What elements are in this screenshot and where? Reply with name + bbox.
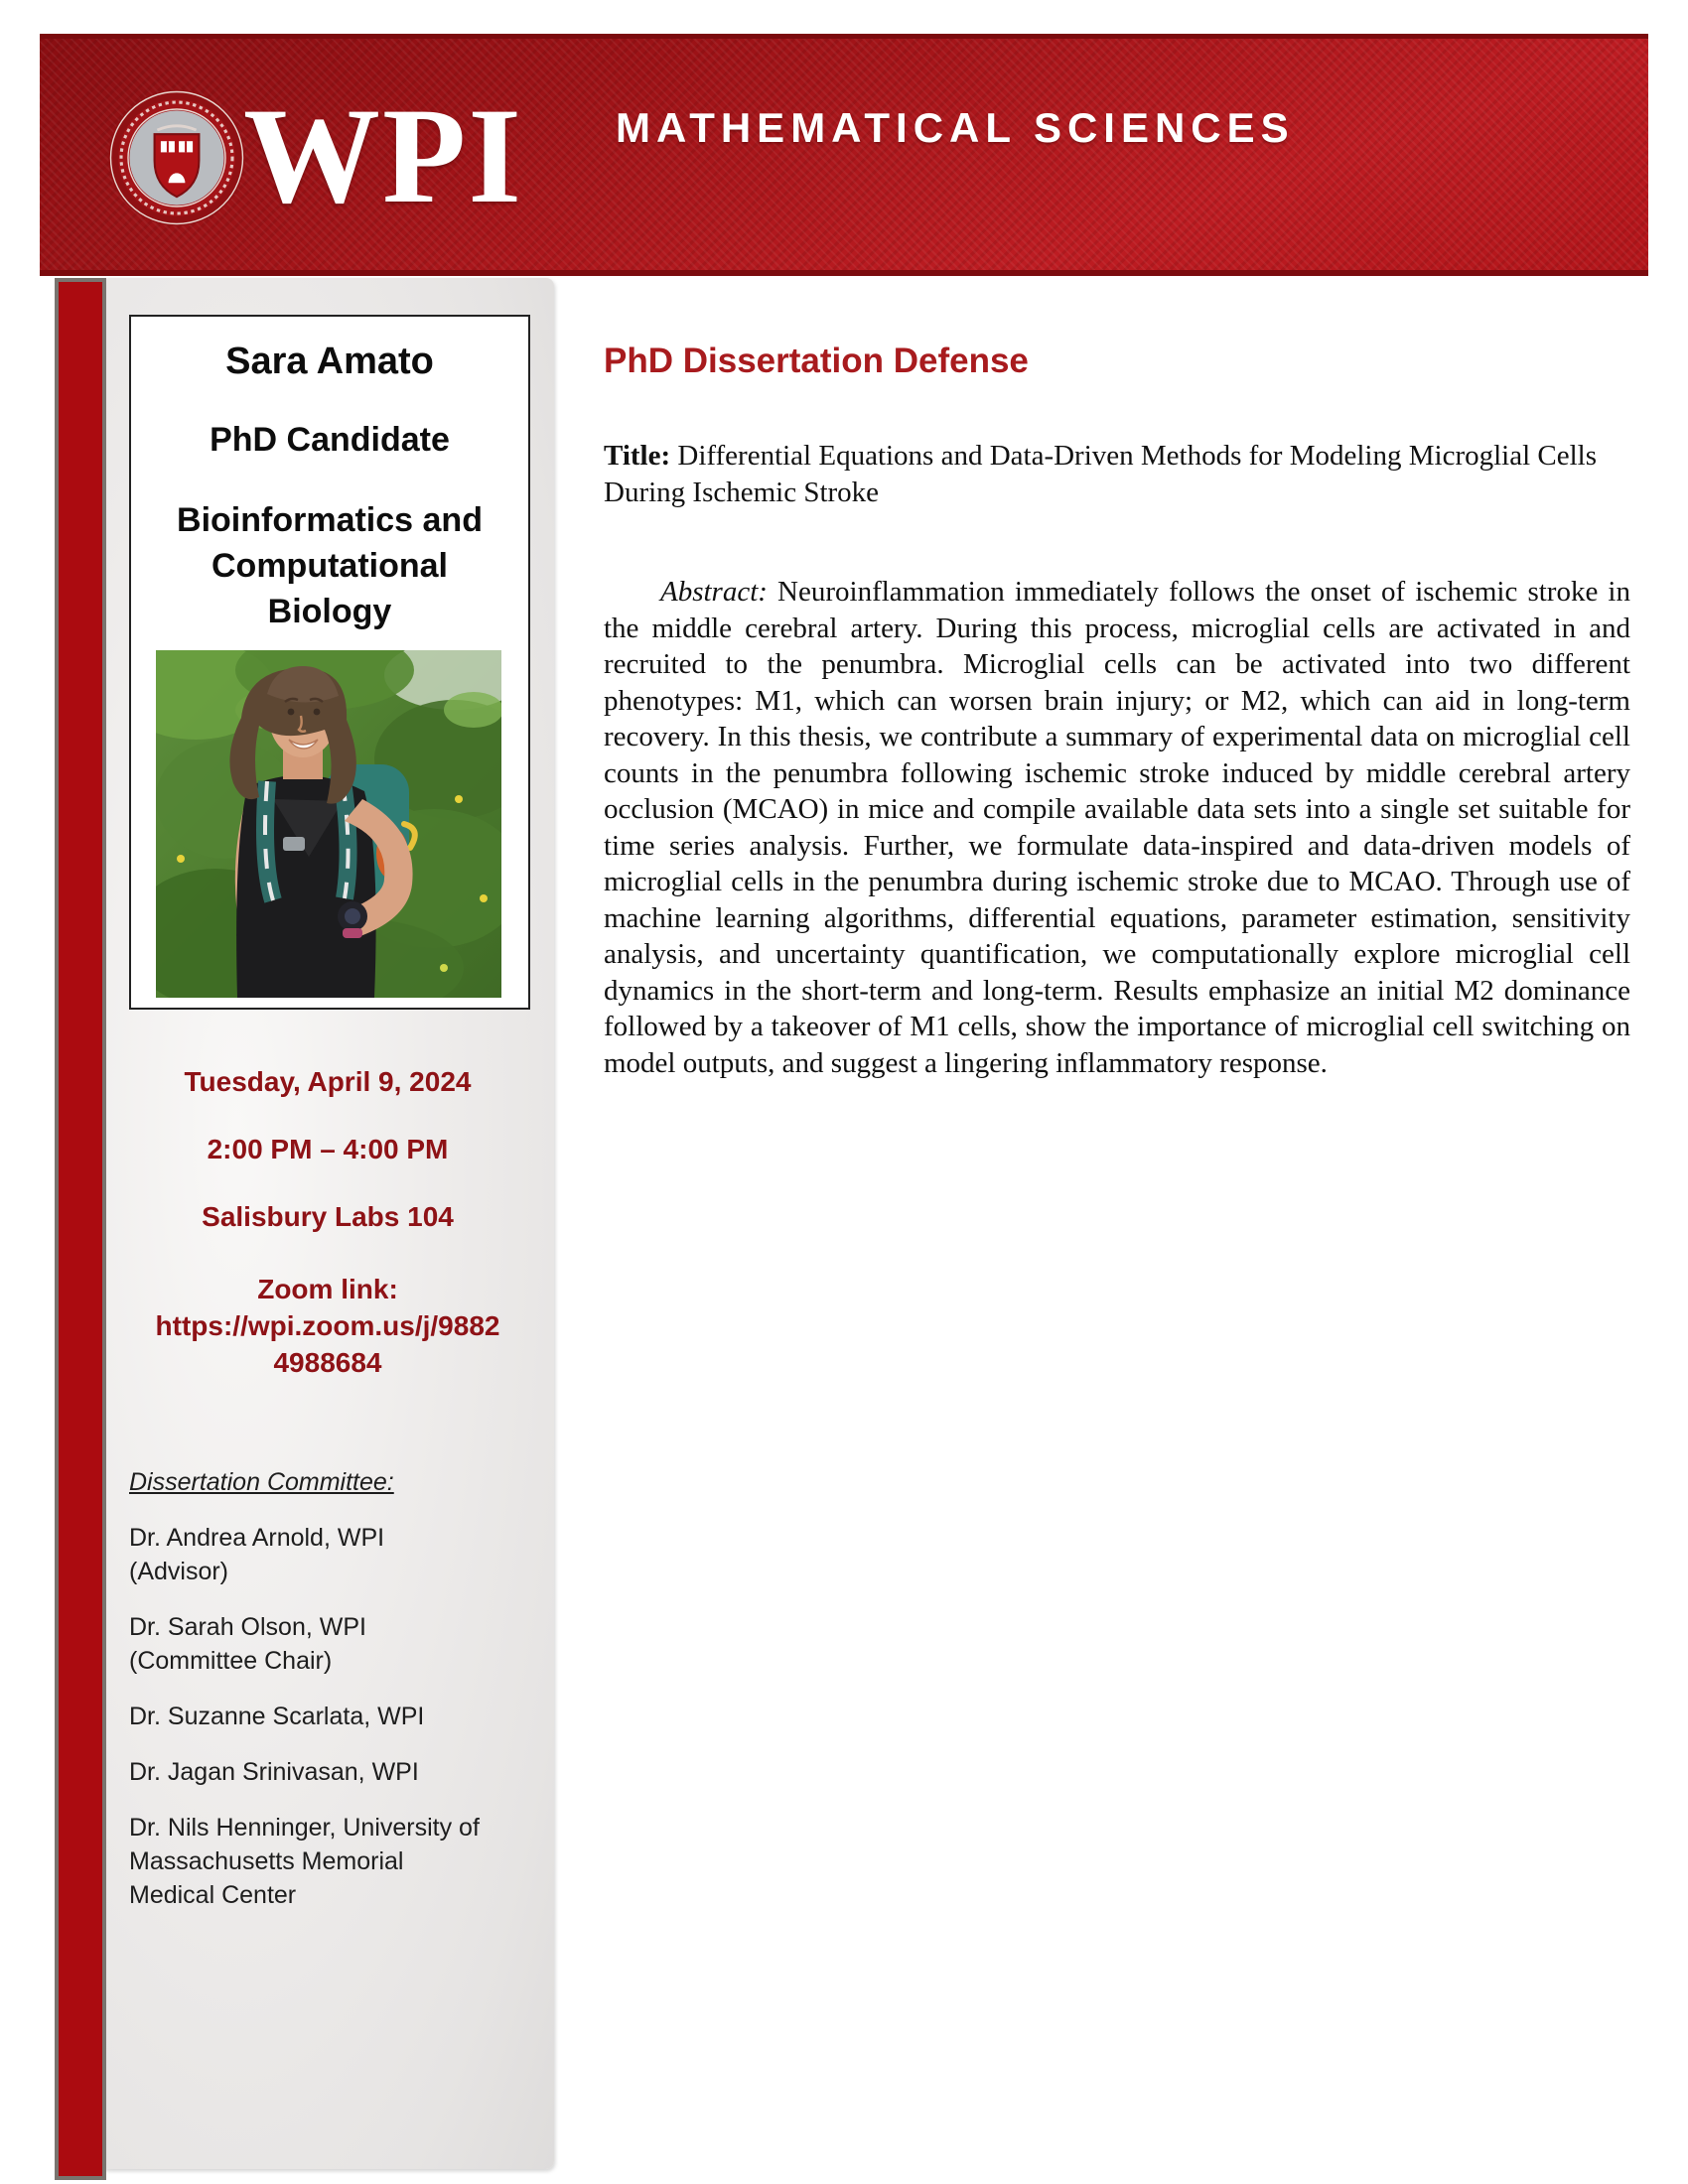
dissertation-title — [604, 438, 1630, 511]
abstract-text: Neuroinflammation immediately follows the onset of ischemic stroke in the middle cerebral artery. During this process, microglial cells are activated in and recruited to the penumbra. Microglial cells can be activated into two different phenotypes: M1, which can worsen brain injury; or M2, which can aid in long-term recovery. In this thesis, we contribute a summary of experimental data on microglial cell counts in the penumbra following ischemic stroke induced by middle cerebral artery occlusion (MCAO) in mice and compile available data sets into a single set suitable for time series analysis. Further, we formulate data-inspired and data-driven models of microglial cells in the penumbra during ischemic stroke due to MCAO. Through use of machine learning algorithms, differential equations, parameter estimation, sensitivity analysis, and uncertainty quantification, we computationally explore microglial cell dynamics in the short-term and long-term. Results emphasize an initial M2 dominance followed by a takeover of M1 cells, show the importance of microglial cell switching on model outputs, and suggest a lingering inflammatory response. — [604, 576, 1630, 1079]
candidate-photo — [156, 650, 501, 998]
sidebar — [101, 278, 554, 2169]
candidate-card — [129, 315, 530, 1010]
abstract — [604, 574, 1630, 1081]
candidate-program: Bioinformatics and Computational Biology — [177, 501, 483, 630]
department-title: MATHEMATICAL SCIENCES — [616, 104, 1295, 151]
event-location: Salisbury Labs 104 — [202, 1201, 454, 1232]
zoom-link-url-line2[interactable]: 4988684 — [273, 1347, 382, 1378]
zoom-link-url-line1[interactable]: https://wpi.zoom.us/j/9882 — [155, 1310, 500, 1341]
dissertation-committee — [129, 1465, 528, 1912]
zoom-link-label: Zoom link: — [257, 1274, 398, 1304]
zoom-link[interactable] — [101, 1271, 554, 1381]
candidate-role: PhD Candidate — [210, 421, 450, 459]
page-title: PhD Dissertation Defense — [604, 341, 1029, 380]
committee-member: Dr. Jagan Srinivasan, WPI — [129, 1758, 419, 1786]
committee-member: Dr. Sarah Olson, WPI (Committee Chair) — [129, 1613, 366, 1675]
main-content — [604, 341, 1630, 1081]
event-time: 2:00 PM – 4:00 PM — [207, 1134, 449, 1164]
committee-heading: Dissertation Committee: — [129, 1468, 394, 1496]
title-label: Title: — [604, 440, 671, 472]
wpi-wordmark: WPI — [243, 79, 523, 231]
committee-member: Dr. Nils Henninger, University of Massachusetts Memorial Medical Center — [129, 1814, 480, 1909]
event-date: Tuesday, April 9, 2024 — [184, 1066, 472, 1097]
committee-member: Dr. Andrea Arnold, WPI (Advisor) — [129, 1524, 385, 1585]
header-banner — [40, 34, 1648, 276]
committee-member: Dr. Suzanne Scarlata, WPI — [129, 1703, 425, 1730]
abstract-label: Abstract: — [660, 576, 768, 608]
title-text: Differential Equations and Data-Driven Methods for Modeling Microglial Cells During Ischemic Stroke — [604, 440, 1598, 508]
candidate-name: Sara Amato — [225, 341, 434, 382]
left-accent-bar — [55, 278, 106, 2180]
wpi-seal-icon — [107, 88, 246, 227]
